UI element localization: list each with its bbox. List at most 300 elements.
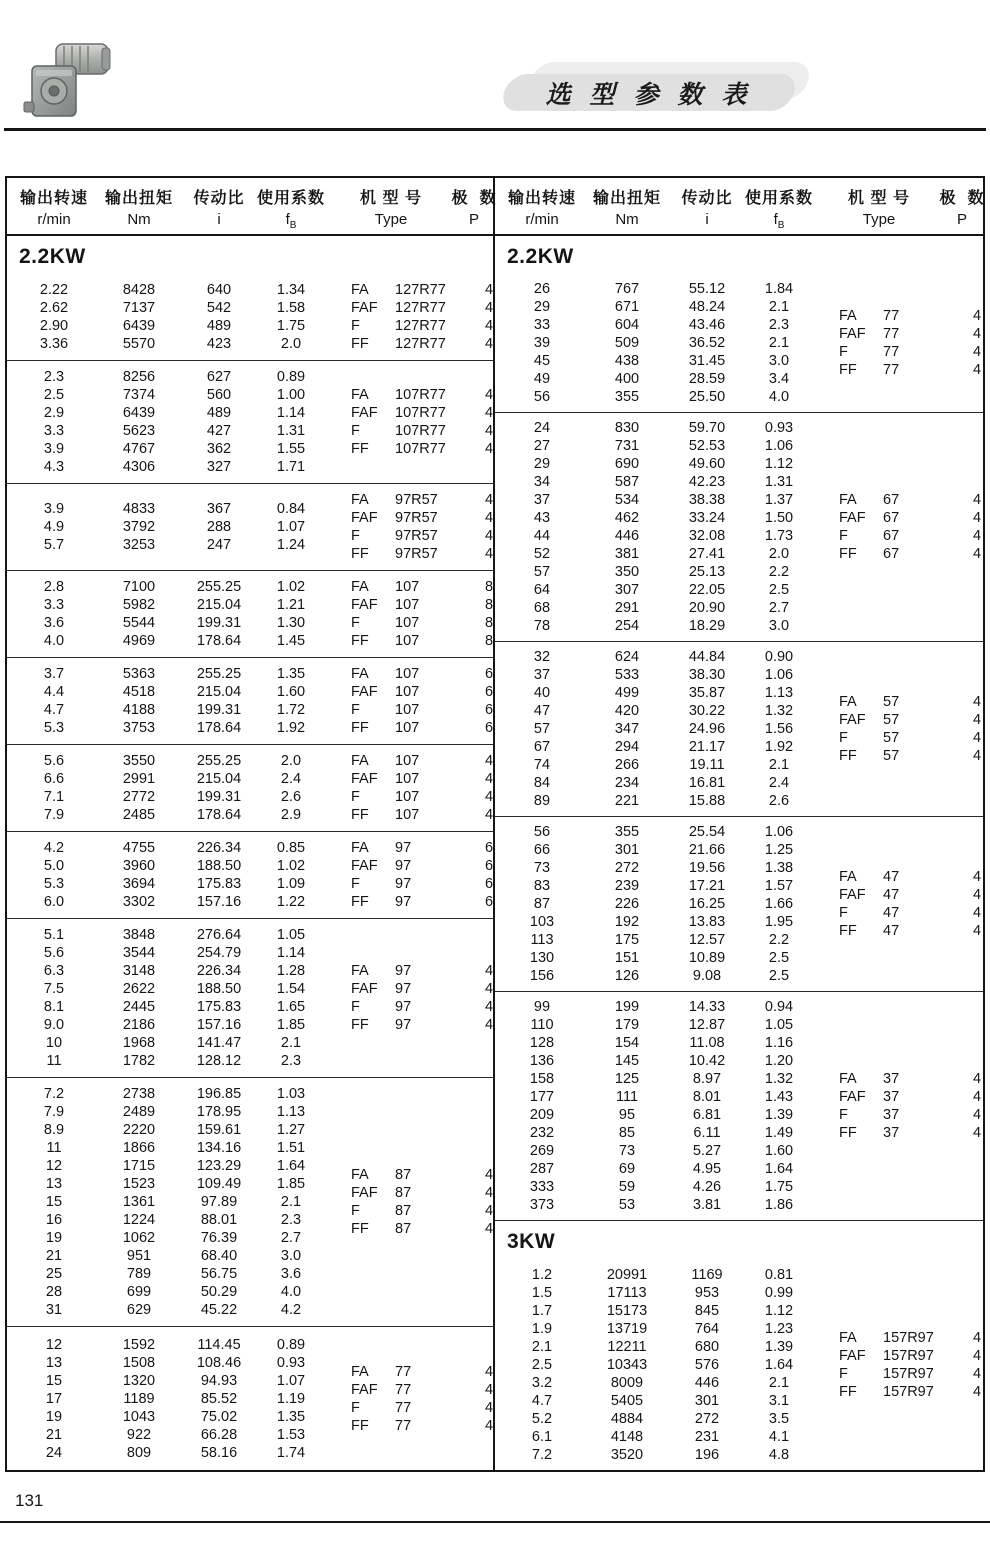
table-row bbox=[499, 509, 813, 527]
table-row bbox=[499, 774, 813, 792]
table-row bbox=[11, 683, 325, 701]
table-row bbox=[11, 614, 325, 632]
output-speed-value: 232 bbox=[529, 1125, 555, 1141]
output-speed-value: 16 bbox=[45, 1212, 63, 1228]
col-header-service-factor: 使用系数 $f_B$ bbox=[745, 190, 814, 231]
table-row bbox=[499, 967, 813, 985]
gearmotor-illustration bbox=[22, 38, 114, 124]
table-row bbox=[499, 666, 813, 684]
ratio-value: 255.25 bbox=[196, 666, 242, 682]
output-torque-value: 2991 bbox=[122, 771, 156, 787]
table-row bbox=[499, 1392, 813, 1410]
type-model: 157R97 bbox=[883, 1329, 934, 1346]
ratio-value: 188.50 bbox=[196, 981, 242, 997]
output-torque-value: 2445 bbox=[122, 999, 156, 1015]
poles-value: 4 bbox=[484, 1363, 494, 1380]
table-row bbox=[11, 1121, 325, 1139]
output-torque-value: 5363 bbox=[122, 666, 156, 682]
type-row bbox=[351, 509, 507, 527]
table-row bbox=[499, 859, 813, 877]
output-speed-value: 156 bbox=[529, 968, 555, 984]
ratio-value: 55.12 bbox=[688, 281, 726, 297]
output-speed-value: 2.90 bbox=[39, 318, 69, 334]
type-row bbox=[351, 752, 507, 770]
poles-value: 4 bbox=[484, 441, 494, 457]
service-factor-value: 1.64 bbox=[276, 1158, 306, 1174]
service-factor-value: 1.65 bbox=[276, 999, 306, 1015]
table-row bbox=[499, 1446, 813, 1464]
output-torque-value: 699 bbox=[126, 1284, 152, 1300]
output-speed-value: 3.3 bbox=[43, 423, 65, 439]
table-row bbox=[499, 1320, 813, 1338]
output-speed-value: 269 bbox=[529, 1143, 555, 1159]
type-prefix: F bbox=[351, 318, 360, 334]
type-model: 87 bbox=[395, 1203, 412, 1219]
service-factor-value: 1.50 bbox=[764, 510, 794, 526]
type-model: 57 bbox=[883, 694, 900, 710]
type-prefix: F bbox=[351, 876, 360, 892]
poles-value: 4 bbox=[972, 694, 982, 710]
output-torque-value: 192 bbox=[614, 914, 640, 930]
output-speed-value: 2.8 bbox=[43, 579, 65, 595]
service-factor-value: 0.84 bbox=[276, 501, 306, 517]
poles-value: 4 bbox=[972, 546, 982, 562]
ratio-value: 5.27 bbox=[692, 1143, 722, 1159]
service-factor-value: 1.43 bbox=[764, 1089, 794, 1105]
output-torque-value: 438 bbox=[614, 353, 640, 369]
type-model: 97 bbox=[395, 981, 412, 997]
table-row bbox=[11, 926, 325, 944]
output-speed-value: 28 bbox=[45, 1284, 63, 1300]
service-factor-value: 1.05 bbox=[276, 927, 306, 943]
poles-value: 4 bbox=[972, 1089, 982, 1105]
table-row bbox=[11, 1301, 325, 1319]
selection-parameter-table bbox=[5, 176, 985, 1472]
service-factor-value: 1.22 bbox=[276, 894, 306, 910]
ratio-value: 134.16 bbox=[196, 1140, 242, 1156]
output-speed-value: 8.1 bbox=[43, 999, 65, 1015]
value-rows bbox=[11, 926, 325, 1070]
col-header-type: 机 型 号 Type bbox=[848, 190, 910, 228]
ratio-value: 3.81 bbox=[692, 1197, 722, 1213]
ratio-value: 226.34 bbox=[196, 840, 242, 856]
table-row bbox=[499, 1034, 813, 1052]
output-torque-value: 6439 bbox=[122, 405, 156, 421]
output-speed-value: 64 bbox=[533, 582, 551, 598]
table-row bbox=[11, 701, 325, 719]
ratio-value: 48.24 bbox=[688, 299, 726, 315]
poles-value: 4 bbox=[972, 1383, 982, 1400]
ratio-value: 362 bbox=[206, 441, 232, 457]
ratio-value: 640 bbox=[206, 282, 232, 298]
service-factor-value: 1.06 bbox=[764, 438, 794, 454]
type-rows bbox=[325, 1166, 507, 1238]
output-torque-value: 1968 bbox=[122, 1035, 156, 1051]
output-speed-value: 21 bbox=[45, 1248, 63, 1264]
service-factor-value: 4.0 bbox=[280, 1284, 302, 1300]
type-row bbox=[839, 343, 990, 361]
type-model: 107 bbox=[395, 633, 420, 649]
service-factor-value: 1.09 bbox=[276, 876, 306, 892]
output-speed-value: 5.0 bbox=[43, 858, 65, 874]
service-factor-value: 4.8 bbox=[768, 1446, 790, 1463]
table-row bbox=[11, 386, 325, 404]
output-speed-value: 15 bbox=[45, 1372, 63, 1389]
ratio-value: 6.81 bbox=[692, 1107, 722, 1123]
value-rows bbox=[499, 419, 813, 635]
poles-value: 4 bbox=[972, 362, 982, 378]
table-header-left bbox=[7, 178, 497, 236]
type-prefix: F bbox=[351, 615, 360, 631]
table-row bbox=[11, 1034, 325, 1052]
poles-value: 4 bbox=[972, 1071, 982, 1087]
service-factor-value: 1.14 bbox=[276, 405, 306, 421]
output-torque-value: 1189 bbox=[123, 1390, 155, 1407]
output-torque-value: 3694 bbox=[122, 876, 156, 892]
table-row bbox=[499, 913, 813, 931]
output-torque-value: 446 bbox=[614, 528, 640, 544]
type-row bbox=[839, 307, 990, 325]
value-rows bbox=[11, 368, 325, 476]
table-row bbox=[11, 839, 325, 857]
type-prefix: FF bbox=[839, 1125, 857, 1141]
poles-value: 4 bbox=[484, 1203, 494, 1219]
table-row bbox=[11, 788, 325, 806]
output-speed-value: 74 bbox=[533, 757, 551, 773]
output-torque-value: 5405 bbox=[610, 1392, 644, 1409]
type-model: 107R77 bbox=[395, 441, 446, 457]
type-prefix: F bbox=[839, 730, 848, 746]
table-row bbox=[499, 823, 813, 841]
poles-value: 4 bbox=[972, 1347, 982, 1364]
output-speed-value: 45 bbox=[533, 353, 551, 369]
table-left-half bbox=[7, 178, 495, 1470]
service-factor-value: 1.30 bbox=[276, 615, 306, 631]
type-row bbox=[839, 904, 990, 922]
type-row bbox=[839, 1070, 990, 1088]
service-factor-value: 1.37 bbox=[764, 492, 794, 508]
output-speed-value: 33 bbox=[533, 317, 551, 333]
ratio-value: 489 bbox=[206, 405, 232, 421]
output-speed-value: 110 bbox=[530, 1017, 554, 1033]
service-factor-value: 1.02 bbox=[276, 579, 306, 595]
type-prefix: FA bbox=[351, 579, 369, 595]
ratio-value: 560 bbox=[206, 387, 232, 403]
output-torque-value: 629 bbox=[126, 1302, 152, 1318]
poles-value: 6 bbox=[484, 894, 494, 910]
output-speed-value: 1.5 bbox=[531, 1284, 553, 1301]
output-torque-value: 347 bbox=[614, 721, 640, 737]
ratio-value: 254.79 bbox=[196, 945, 242, 961]
output-speed-value: 52 bbox=[533, 546, 551, 562]
type-model: 107 bbox=[395, 666, 420, 682]
type-model: 87 bbox=[395, 1167, 412, 1183]
output-torque-value: 8009 bbox=[610, 1374, 644, 1391]
service-factor-value: 1.39 bbox=[764, 1338, 794, 1355]
col-header-speed: 输出转速 r/min bbox=[19, 190, 88, 228]
table-row bbox=[499, 931, 813, 949]
type-row bbox=[351, 614, 507, 632]
parameter-block bbox=[7, 745, 493, 831]
output-torque-value: 125 bbox=[614, 1071, 640, 1087]
output-torque-value: 73 bbox=[618, 1143, 636, 1159]
type-model: 87 bbox=[395, 1185, 412, 1201]
ratio-value: 19.11 bbox=[689, 757, 725, 773]
ratio-value: 10.89 bbox=[688, 950, 726, 966]
type-model: 77 bbox=[883, 326, 900, 342]
service-factor-value: 0.99 bbox=[764, 1284, 794, 1301]
poles-value: 4 bbox=[972, 905, 982, 921]
table-row bbox=[499, 720, 813, 738]
service-factor-value: 1.60 bbox=[276, 684, 306, 700]
type-row bbox=[351, 770, 507, 788]
value-rows bbox=[499, 998, 813, 1214]
output-torque-value: 53 bbox=[618, 1197, 636, 1213]
type-row bbox=[351, 962, 507, 980]
type-prefix: FAF bbox=[839, 510, 866, 526]
service-factor-value: 2.1 bbox=[768, 335, 790, 351]
service-factor-value: 2.4 bbox=[768, 775, 790, 791]
ratio-value: 215.04 bbox=[196, 597, 242, 613]
table-row bbox=[499, 1106, 813, 1124]
poles-value: 4 bbox=[972, 869, 982, 885]
ratio-value: 16.25 bbox=[688, 896, 726, 912]
ratio-value: 94.93 bbox=[200, 1372, 238, 1389]
ratio-value: 576 bbox=[694, 1356, 720, 1373]
type-model: 37 bbox=[883, 1071, 900, 1087]
output-torque-value: 420 bbox=[614, 703, 640, 719]
type-prefix: FAF bbox=[839, 1089, 866, 1105]
type-row bbox=[839, 729, 990, 747]
output-torque-value: 13719 bbox=[606, 1320, 648, 1337]
type-rows bbox=[325, 752, 507, 824]
output-speed-value: 4.3 bbox=[43, 459, 65, 475]
type-prefix: FA bbox=[839, 1071, 857, 1087]
ratio-value: 542 bbox=[206, 300, 232, 316]
output-speed-value: 19 bbox=[45, 1408, 63, 1425]
table-row bbox=[499, 1052, 813, 1070]
type-model: 107R77 bbox=[395, 423, 446, 439]
ratio-value: 75.02 bbox=[200, 1408, 238, 1425]
output-torque-value: 3753 bbox=[122, 720, 156, 736]
ratio-value: 178.95 bbox=[196, 1104, 242, 1120]
type-prefix: F bbox=[351, 1203, 360, 1219]
output-speed-value: 68 bbox=[533, 600, 551, 616]
type-row bbox=[839, 509, 990, 527]
service-factor-value: 1.32 bbox=[764, 1071, 794, 1087]
type-prefix: FA bbox=[351, 282, 369, 298]
ratio-value: 489 bbox=[206, 318, 232, 334]
output-torque-value: 381 bbox=[614, 546, 640, 562]
ratio-value: 66.28 bbox=[200, 1426, 238, 1443]
table-row bbox=[11, 335, 325, 353]
service-factor-value: 1.64 bbox=[764, 1161, 794, 1177]
service-factor-value: 1.60 bbox=[764, 1143, 794, 1159]
service-factor-value: 1.27 bbox=[276, 1122, 306, 1138]
type-row bbox=[839, 325, 990, 343]
table-row bbox=[499, 599, 813, 617]
output-speed-value: 10 bbox=[45, 1035, 63, 1051]
ratio-value: 6.11 bbox=[693, 1125, 721, 1141]
col-header-poles: 极 数 P bbox=[939, 190, 985, 228]
type-prefix: FA bbox=[351, 666, 369, 682]
value-rows bbox=[11, 665, 325, 737]
service-factor-value: 1.53 bbox=[276, 1426, 306, 1443]
output-torque-value: 509 bbox=[614, 335, 640, 351]
ratio-value: 178.64 bbox=[196, 807, 242, 823]
output-torque-value: 587 bbox=[614, 474, 640, 490]
service-factor-value: 0.94 bbox=[764, 999, 794, 1015]
output-speed-value: 26 bbox=[533, 281, 551, 297]
output-speed-value: 3.3 bbox=[43, 597, 65, 613]
output-speed-value: 37 bbox=[533, 492, 551, 508]
ratio-value: 27.41 bbox=[688, 546, 726, 562]
table-row bbox=[499, 545, 813, 563]
ratio-value: 123.29 bbox=[196, 1158, 242, 1174]
type-prefix: FF bbox=[351, 720, 369, 736]
type-row bbox=[351, 998, 507, 1016]
poles-value: 4 bbox=[972, 492, 982, 508]
type-model: 97R57 bbox=[395, 510, 438, 526]
service-factor-value: 1.51 bbox=[276, 1140, 306, 1156]
type-prefix: F bbox=[839, 528, 848, 544]
ratio-value: 215.04 bbox=[196, 684, 242, 700]
table-row bbox=[499, 455, 813, 473]
service-factor-value: 4.0 bbox=[768, 389, 790, 405]
parameter-block bbox=[495, 992, 983, 1220]
table-row bbox=[11, 1408, 325, 1426]
output-torque-value: 2186 bbox=[122, 1017, 156, 1033]
table-row bbox=[499, 280, 813, 298]
output-torque-value: 3544 bbox=[122, 945, 156, 961]
table-row bbox=[11, 299, 325, 317]
output-speed-value: 11 bbox=[46, 1140, 62, 1156]
poles-value: 4 bbox=[972, 1125, 982, 1141]
output-torque-value: 355 bbox=[614, 824, 640, 840]
output-speed-value: 8.9 bbox=[43, 1122, 65, 1138]
output-torque-value: 922 bbox=[126, 1426, 152, 1443]
table-row bbox=[499, 419, 813, 437]
service-factor-value: 2.9 bbox=[280, 807, 302, 823]
type-rows bbox=[813, 1070, 990, 1142]
top-divider-rule bbox=[4, 128, 986, 131]
output-speed-value: 29 bbox=[533, 456, 551, 472]
type-model: 77 bbox=[395, 1417, 412, 1434]
output-torque-value: 145 bbox=[614, 1053, 640, 1069]
service-factor-value: 4.1 bbox=[768, 1428, 790, 1445]
service-factor-value: 1.58 bbox=[276, 300, 306, 316]
type-model: 37 bbox=[883, 1107, 900, 1123]
output-torque-value: 7100 bbox=[122, 579, 156, 595]
table-row bbox=[11, 1016, 325, 1034]
table-row bbox=[11, 1193, 325, 1211]
output-torque-value: 239 bbox=[614, 878, 640, 894]
type-prefix: F bbox=[351, 528, 360, 544]
output-speed-value: 31 bbox=[45, 1302, 63, 1318]
output-speed-value: 6.1 bbox=[531, 1428, 553, 1445]
service-factor-value: 3.1 bbox=[768, 1392, 790, 1409]
output-speed-value: 11 bbox=[46, 1053, 62, 1069]
table-row bbox=[11, 980, 325, 998]
ratio-value: 44.84 bbox=[688, 649, 726, 665]
ratio-value: 199.31 bbox=[196, 615, 242, 631]
table-row bbox=[499, 388, 813, 406]
output-torque-value: 462 bbox=[614, 510, 640, 526]
type-row bbox=[351, 857, 507, 875]
type-prefix: FAF bbox=[351, 684, 378, 700]
poles-value: 4 bbox=[484, 963, 494, 979]
table-row bbox=[499, 1374, 813, 1392]
type-prefix: FF bbox=[351, 1417, 369, 1434]
table-row bbox=[11, 458, 325, 476]
service-factor-value: 1.71 bbox=[276, 459, 306, 475]
output-torque-value: 254 bbox=[614, 618, 640, 634]
output-speed-value: 3.9 bbox=[43, 441, 65, 457]
ratio-value: 30.22 bbox=[688, 703, 726, 719]
output-speed-value: 2.5 bbox=[43, 387, 65, 403]
ratio-value: 49.60 bbox=[688, 456, 726, 472]
table-row bbox=[499, 949, 813, 967]
poles-value: 4 bbox=[484, 789, 494, 805]
output-speed-value: 57 bbox=[533, 721, 551, 737]
output-torque-value: 3302 bbox=[122, 894, 156, 910]
type-rows bbox=[325, 386, 507, 458]
output-torque-value: 294 bbox=[614, 739, 640, 755]
table-row bbox=[11, 719, 325, 737]
output-speed-value: 4.7 bbox=[43, 702, 65, 718]
output-speed-value: 177 bbox=[529, 1089, 555, 1105]
ratio-value: 4.26 bbox=[692, 1179, 722, 1195]
type-prefix: FAF bbox=[351, 300, 378, 316]
ratio-value: 17.21 bbox=[688, 878, 726, 894]
type-model: 77 bbox=[395, 1381, 412, 1398]
type-prefix: F bbox=[351, 1399, 360, 1416]
poles-value: 8 bbox=[484, 579, 494, 595]
output-torque-value: 1043 bbox=[122, 1408, 156, 1425]
type-model: 157R97 bbox=[883, 1365, 934, 1382]
table-row bbox=[499, 895, 813, 913]
output-torque-value: 59 bbox=[618, 1179, 636, 1195]
output-speed-value: 2.22 bbox=[39, 282, 69, 298]
poles-value: 4 bbox=[972, 510, 982, 526]
output-torque-value: 1782 bbox=[122, 1053, 156, 1069]
output-speed-value: 56 bbox=[533, 824, 551, 840]
poles-value: 4 bbox=[484, 981, 494, 997]
service-factor-value: 2.4 bbox=[280, 771, 302, 787]
output-speed-value: 12 bbox=[45, 1158, 63, 1174]
ratio-value: 178.64 bbox=[196, 720, 242, 736]
type-row bbox=[839, 491, 990, 509]
type-model: 97 bbox=[395, 894, 412, 910]
type-rows bbox=[813, 1329, 990, 1401]
type-prefix: FAF bbox=[351, 1185, 378, 1201]
output-speed-value: 209 bbox=[529, 1107, 555, 1123]
output-torque-value: 355 bbox=[614, 389, 640, 405]
col-header-type: 机 型 号 Type bbox=[360, 190, 422, 228]
output-speed-value: 99 bbox=[533, 999, 551, 1015]
output-torque-value: 12211 bbox=[607, 1338, 647, 1355]
table-row bbox=[499, 1142, 813, 1160]
output-speed-value: 103 bbox=[529, 914, 555, 930]
output-torque-value: 1062 bbox=[122, 1230, 156, 1246]
ratio-value: 109.49 bbox=[196, 1176, 242, 1192]
ratio-value: 288 bbox=[206, 519, 232, 535]
table-row bbox=[11, 962, 325, 980]
output-torque-value: 3148 bbox=[122, 963, 156, 979]
output-speed-value: 40 bbox=[533, 685, 551, 701]
type-prefix: F bbox=[351, 423, 360, 439]
poles-value: 4 bbox=[484, 300, 494, 316]
